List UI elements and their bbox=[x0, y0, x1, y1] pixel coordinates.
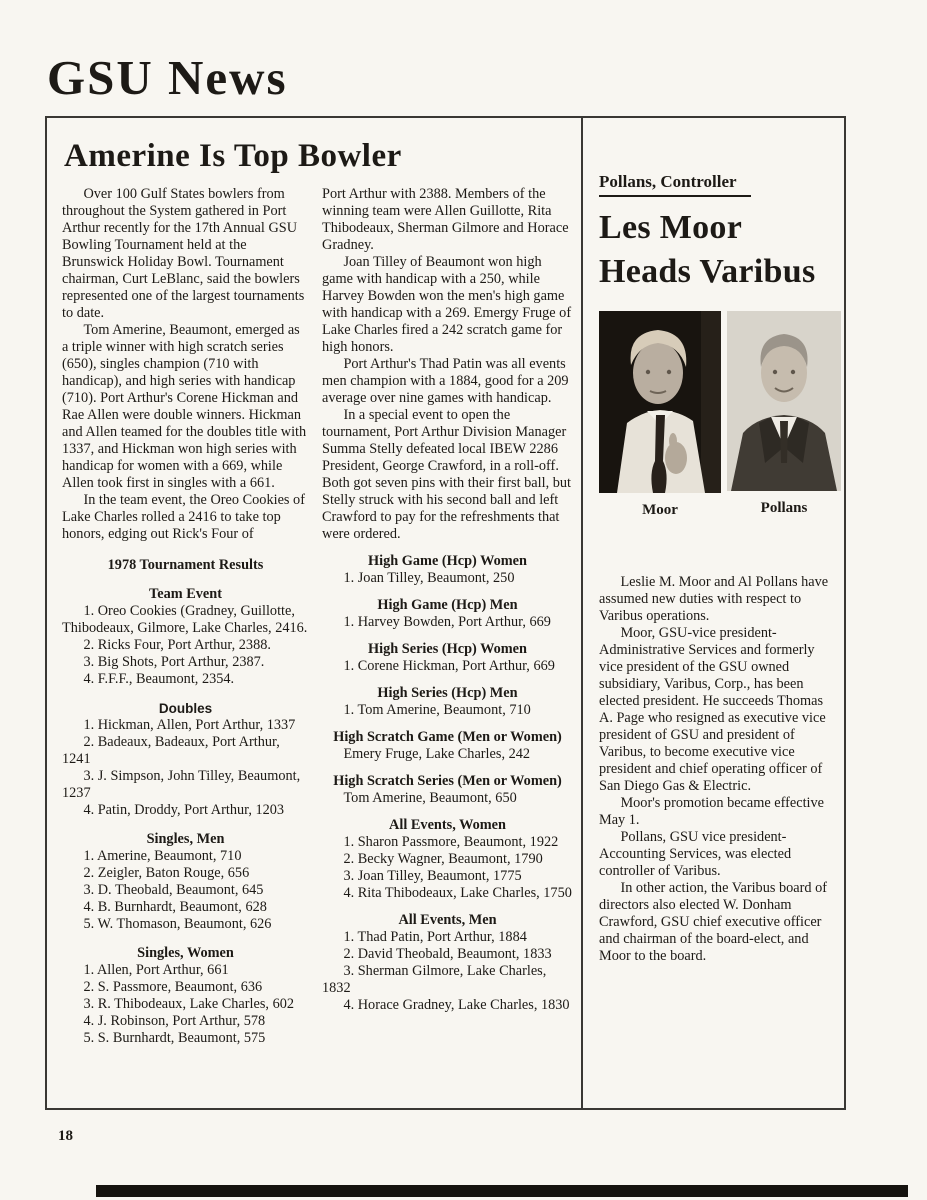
result-item: 4. F.F.F., Beaumont, 2354. bbox=[83, 671, 235, 688]
result-item: 2. Becky Wagner, Beaumont, 1790 bbox=[343, 851, 543, 868]
result-item: 1. Corene Hickman, Port Arthur, 669 bbox=[343, 658, 555, 675]
portrait-photos bbox=[599, 311, 837, 519]
section-heading-high-scratch-game: High Scratch Game (Men or Women) bbox=[333, 729, 562, 746]
bowling-column-1 bbox=[62, 186, 309, 1047]
section-heading-all-events-women: All Events, Women bbox=[389, 817, 506, 834]
article-varibus bbox=[585, 118, 848, 1108]
scan-edge-bar bbox=[96, 1185, 908, 1197]
moor-portrait-image bbox=[599, 311, 721, 493]
page-number: 18 bbox=[58, 1128, 73, 1144]
result-item: 1. Joan Tilley, Beaumont, 250 bbox=[343, 570, 515, 587]
result-item: 2. Zeigler, Baton Rouge, 656 bbox=[83, 865, 250, 882]
result-item: 1. Thad Patin, Port Arthur, 1884 bbox=[343, 929, 527, 946]
varibus-headline-line1: Les Moor bbox=[599, 209, 743, 246]
result-item: 2. S. Passmore, Beaumont, 636 bbox=[83, 979, 263, 996]
article-bowling bbox=[47, 118, 583, 1108]
section-heading-all-events-men: All Events, Men bbox=[398, 912, 497, 929]
result-item: 1. Tom Amerine, Beaumont, 710 bbox=[343, 702, 531, 719]
result-item: 3. Joan Tilley, Beaumont, 1775 bbox=[343, 868, 522, 885]
section-heading-team-event: Team Event bbox=[149, 586, 222, 603]
result-item: 5. W. Thomason, Beaumont, 626 bbox=[83, 916, 272, 933]
masthead-title: GSU News bbox=[47, 50, 288, 105]
result-item: 2. Ricks Four, Port Arthur, 2388. bbox=[83, 637, 271, 654]
body-paragraph: In the team event, the Oreo Cookies of Lake Charles rolled a 2416 to take top honors, edging out Rick's Four of bbox=[62, 492, 305, 543]
result-item: 4. Horace Gradney, Lake Charles, 1830 bbox=[343, 997, 570, 1014]
result-item: 1. Amerine, Beaumont, 710 bbox=[83, 848, 242, 865]
body-paragraph: Over 100 Gulf States bowlers from throughout the System gathered in Port Arthur recently for the 17th Annual GSU Bowling Tournament held at the Brunswick Holiday Bowl. Tournament chairman, Curt LeBlanc, said the bowlers represented one of the largest tournaments to date. bbox=[62, 186, 305, 322]
pollans-portrait-image bbox=[727, 311, 841, 491]
varibus-headline-line2: Heads Varibus bbox=[599, 253, 816, 291]
result-item: 1. Harvey Bowden, Port Arthur, 669 bbox=[343, 614, 551, 631]
bowling-headline: Amerine Is Top Bowler bbox=[64, 138, 402, 174]
result-item: 4. B. Burnhardt, Beaumont, 628 bbox=[83, 899, 267, 916]
photo-caption-pollans: Pollans bbox=[760, 500, 808, 517]
result-item: 3. R. Thibodeaux, Lake Charles, 602 bbox=[83, 996, 295, 1013]
article-kicker: Pollans, Controller bbox=[599, 172, 751, 197]
body-paragraph: Leslie M. Moor and Al Pollans have assumed new duties with respect to Varibus operations. bbox=[599, 574, 829, 625]
section-heading-singles-women: Singles, Women bbox=[137, 945, 234, 962]
result-item: 1. Allen, Port Arthur, 661 bbox=[83, 962, 229, 979]
body-paragraph: Moor's promotion became effective May 1. bbox=[599, 795, 825, 829]
result-item: 1. Sharon Passmore, Beaumont, 1922 bbox=[343, 834, 559, 851]
section-heading-doubles: Doubles bbox=[158, 701, 213, 717]
content-box bbox=[45, 116, 846, 1110]
result-item: 4. Patin, Droddy, Port Arthur, 1203 bbox=[83, 802, 285, 819]
body-paragraph: In a special event to open the tournament, Port Arthur Division Manager Summa Stelly defeated local IBEW 2286 President, George Crawford, in a roll-off. Both got seven pins with their first ball, but Stelly struck with his second ball and left Crawford to pay for the refreshments that were ordered. bbox=[322, 407, 571, 543]
result-item: 3. Sherman Gilmore, Lake Charles, 1832 bbox=[322, 963, 547, 997]
section-heading-high-game-women: High Game (Hcp) Women bbox=[368, 553, 527, 570]
photo-pollans bbox=[727, 311, 841, 519]
section-heading-high-game-men: High Game (Hcp) Men bbox=[377, 597, 518, 614]
section-heading-singles-men: Singles, Men bbox=[146, 831, 225, 848]
body-paragraph: Joan Tilley of Beaumont won high game with handicap with a 250, while Harvey Bowden won the men's high game with handicap with a 269. Emergy Fruge of Lake Charles fired a 242 scratch game for high honors. bbox=[322, 254, 572, 356]
bowling-column-2 bbox=[322, 186, 573, 1047]
bowling-columns bbox=[62, 186, 573, 1047]
photo-moor bbox=[599, 311, 721, 519]
result-item: 3. D. Theobald, Beaumont, 645 bbox=[83, 882, 264, 899]
result-item: 4. Rita Thibodeaux, Lake Charles, 1750 bbox=[343, 885, 572, 902]
body-paragraph: Port Arthur's Thad Patin was all events men champion with a 1884, good for a 209 average over nine games with handicap. bbox=[322, 356, 569, 407]
result-item: 2. David Theobald, Beaumont, 1833 bbox=[343, 946, 552, 963]
result-item: 4. J. Robinson, Port Arthur, 578 bbox=[83, 1013, 266, 1030]
photo-caption-moor: Moor bbox=[642, 502, 678, 519]
result-item: Tom Amerine, Beaumont, 650 bbox=[343, 790, 517, 807]
body-paragraph: Moor, GSU-vice president-Administrative Services and formerly vice president of the GSU owned subsidiary, Varibus, Corp., has been elected president. He succeeds Thomas A. Page who resigned as executive vice president of GSU and president of Varibus, to become executive vice president and chief operating officer of San Diego Gas & Electric. bbox=[599, 625, 826, 795]
result-item: 1. Hickman, Allen, Port Arthur, 1337 bbox=[83, 717, 296, 734]
section-heading-high-series-women: High Series (Hcp) Women bbox=[368, 641, 527, 658]
result-item: Emery Fruge, Lake Charles, 242 bbox=[343, 746, 531, 763]
varibus-body bbox=[599, 574, 835, 965]
result-item: 3. Big Shots, Port Arthur, 2387. bbox=[83, 654, 265, 671]
result-item: 1. Oreo Cookies (Gradney, Guillotte, Thibodeaux, Gilmore, Lake Charles, 2416. bbox=[62, 603, 308, 637]
result-item: 5. S. Burnhardt, Beaumont, 575 bbox=[83, 1030, 266, 1047]
body-paragraph: Port Arthur with 2388. Members of the winning team were Allen Guillotte, Rita Thibodeaux, Sherman Gilmore and Horace Gradney. bbox=[322, 186, 569, 254]
results-title: 1978 Tournament Results bbox=[107, 557, 264, 574]
result-item: 2. Badeaux, Badeaux, Port Arthur, 1241 bbox=[62, 734, 280, 768]
body-paragraph: Pollans, GSU vice president-Accounting Services, was elected controller of Varibus. bbox=[599, 829, 792, 880]
section-heading-high-series-men: High Series (Hcp) Men bbox=[377, 685, 518, 702]
body-paragraph: Tom Amerine, Beaumont, emerged as a triple winner with high scratch series (650), singles champion (710 with handicap), and high series with handicap (710). Port Arthur's Corene Hickman and Rae Allen were double winners. Hickman and Allen teamed for the doubles title with 1337, and Hickman won high series with handicap for women with a 669, while Allen took first in singles with a 661. bbox=[62, 322, 307, 492]
section-heading-high-scratch-series: High Scratch Series (Men or Women) bbox=[333, 773, 562, 790]
body-paragraph: In other action, the Varibus board of directors also elected W. Donham Crawford, GSU chief executive officer and chairman of the board-elect, and Moor to the board. bbox=[599, 880, 828, 965]
varibus-headline bbox=[599, 206, 837, 294]
result-item: 3. J. Simpson, John Tilley, Beaumont, 1237 bbox=[62, 768, 301, 802]
